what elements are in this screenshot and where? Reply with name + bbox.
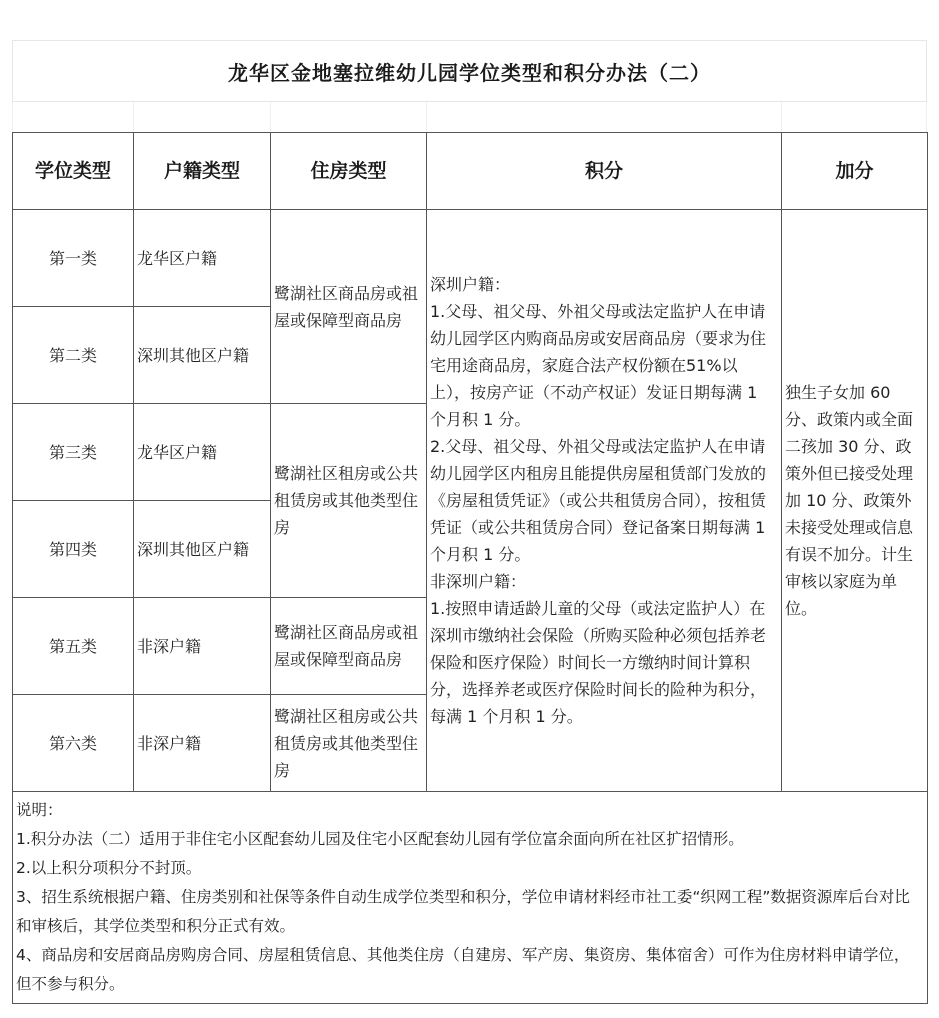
- row-housing: 鹭湖社区租房或公共租赁房或其他类型住房: [271, 404, 427, 598]
- header-bonus: 加分: [782, 133, 928, 210]
- row-housing: 鹭湖社区商品房或祖屋或保障型商品房: [271, 598, 427, 695]
- bonus-rules: 独生子女加 60 分、政策内或全面二孩加 30 分、政策外但已接受处理加 10 分、政策外未接受处理或信息有误不加分。计生审核以家庭为单位。: [782, 210, 928, 792]
- notes-heading: 说明：: [16, 801, 63, 819]
- row-category: 第六类: [13, 695, 134, 792]
- note-item: 4、商品房和安居商品房购房合同、房屋租赁信息、其他类住房（自建房、军产房、集资房、集体宿舍）可作为住房材料申请学位，但不参与积分。: [16, 946, 910, 993]
- document-title: 龙华区金地塞拉维幼儿园学位类型和积分办法（二）: [12, 40, 927, 102]
- row-category: 第一类: [13, 210, 134, 307]
- points-rules: [427, 210, 782, 792]
- row-category: 第四类: [13, 501, 134, 598]
- header-housing: 住房类型: [271, 133, 427, 210]
- points-heading-non-shenzhen: 非深圳户籍：: [430, 572, 527, 591]
- header-points: 积分: [427, 133, 782, 210]
- note-item: 1.积分办法（二）适用于非住宅小区配套幼儿园及住宅小区配套幼儿园有学位富余面向所在社区扩招情形。: [16, 830, 744, 848]
- row-housing: 鹭湖社区商品房或祖屋或保障型商品房: [271, 210, 427, 404]
- row-hukou: 龙华区户籍: [134, 404, 271, 501]
- points-rule-rent: 2.父母、祖父母、外祖父母或法定监护人在申请幼儿园学区内租房且能提供房屋租赁部门发放的《房屋租赁凭证》（或公共租赁房合同），按租赁凭证（或公共租赁房合同）登记备案日期每满 1 个月积 1 分。: [430, 437, 767, 564]
- row-hukou: 深圳其他区户籍: [134, 501, 271, 598]
- row-housing: 鹭湖社区租房或公共租赁房或其他类型住房: [271, 695, 427, 792]
- row-category: 第三类: [13, 404, 134, 501]
- points-rule-purchase: 1.父母、祖父母、外祖父母或法定监护人在申请幼儿园学区内购商品房或安居商品房（要求为住宅用途商品房，家庭合法产权份额在51%以上），按房产证（不动产权证）发证日期每满 1 个月积 1 分。: [430, 302, 767, 429]
- points-rule-social-insurance: 1.按照申请适龄儿童的父母（或法定监护人）在深圳市缴纳社会保险（所购买险种必须包括养老保险和医疗保险）时间长一方缴纳时间计算积分，选择养老或医疗保险时间长的险种为积分，每满 1 个月积 1 分。: [430, 599, 767, 726]
- row-hukou: 深圳其他区户籍: [134, 307, 271, 404]
- row-category: 第五类: [13, 598, 134, 695]
- notes-block: [13, 792, 928, 1004]
- header-hukou: 户籍类型: [134, 133, 271, 210]
- row-hukou: 非深户籍: [134, 695, 271, 792]
- note-item: 3、招生系统根据户籍、住房类别和社保等条件自动生成学位类型和积分，学位申请材料经市社工委“织网工程”数据资源库后台对比和审核后，其学位类型和积分正式有效。: [16, 888, 910, 935]
- note-item: 2.以上积分项积分不封顶。: [16, 859, 202, 877]
- notes-row: [13, 792, 928, 1004]
- row-hukou: 非深户籍: [134, 598, 271, 695]
- points-table: [12, 132, 928, 1004]
- document-frame: [12, 40, 927, 998]
- header-row: [13, 133, 928, 210]
- points-heading-shenzhen: 深圳户籍：: [430, 275, 511, 294]
- row-hukou: 龙华区户籍: [134, 210, 271, 307]
- spacer-row: [12, 102, 927, 132]
- table-row: [13, 210, 928, 307]
- header-category: 学位类型: [13, 133, 134, 210]
- row-category: 第二类: [13, 307, 134, 404]
